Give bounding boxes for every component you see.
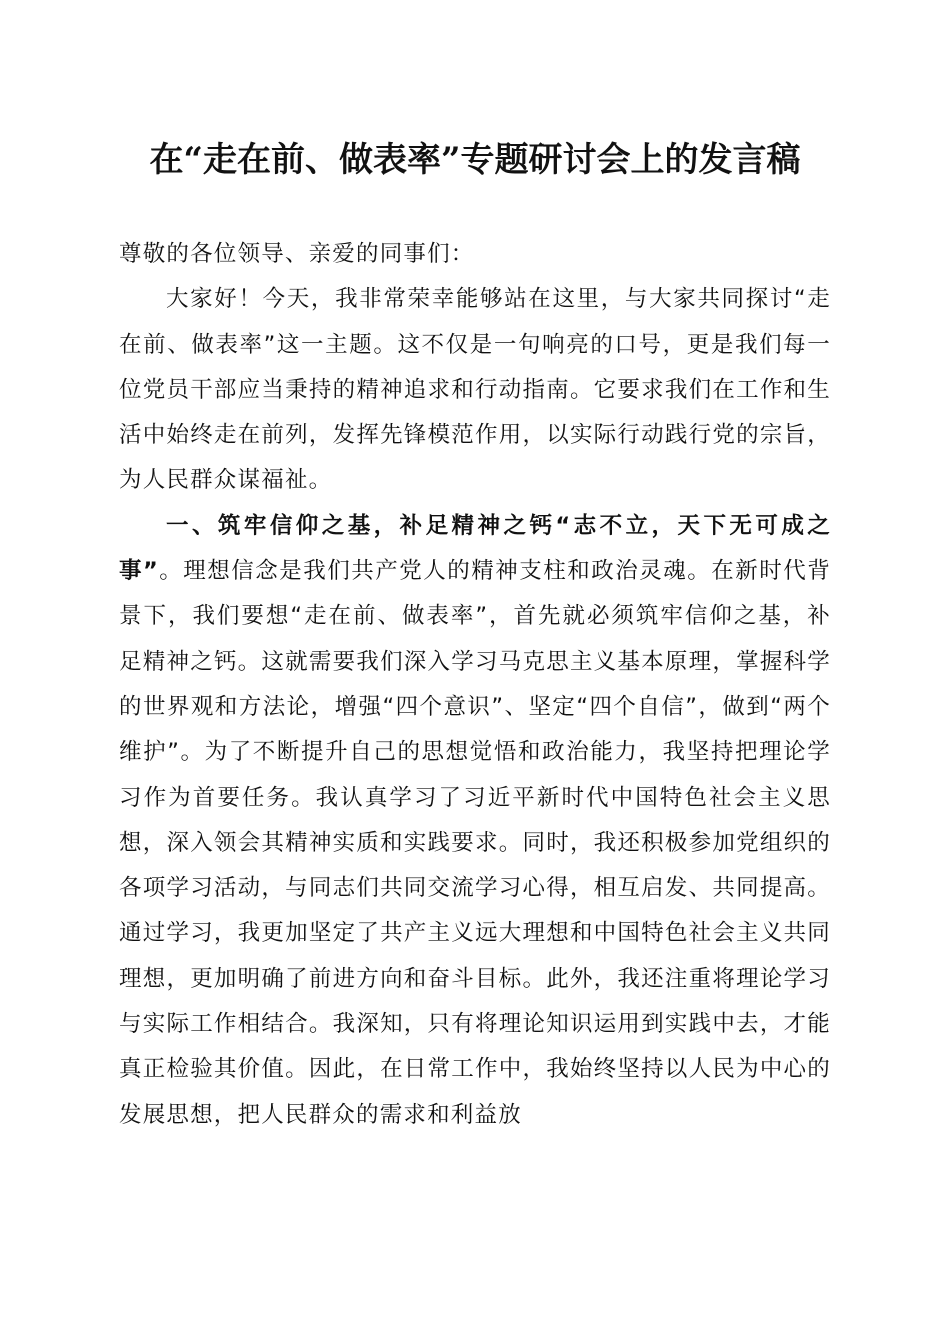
paragraph-section-1 bbox=[119, 504, 831, 1138]
section-1-body: 。理想信念是我们共产党人的精神支柱和政治灵魂。在新时代背景下，我们要想“走在前、做表率”，首先就必须筑牢信仰之基，补足精神之钙。这就需要我们深入学习马克思主义基本原理，掌握科学的世界观和方法论，增强“四个意识”、坚定“四个自信”，做到“两个维护”。为了不断提升自己的思想觉悟和政治能力，我坚持把理论学习作为首要任务。我认真学习了习近平新时代中国特色社会主义思想，深入领会其精神实质和实践要求。同时，我还积极参加党组织的各项学习活动，与同志们共同交流学习心得，相互启发、共同提高。通过学习，我更加坚定了共产主义远大理想和中国特色社会主义共同理想，更加明确了前进方向和奋斗目标。此外，我还注重将理论学习与实际工作相结合。我深知，只有将理论知识运用到实践中去，才能真正检验其价值。因此，在日常工作中，我始终坚持以人民为中心的发展思想，把人民群众的需求和利益放 bbox=[119, 558, 831, 1128]
paragraph-intro: 大家好！今天，我非常荣幸能够站在这里，与大家共同探讨“走在前、做表率”这一主题。这不仅是一句响亮的口号，更是我们每一位党员干部应当秉持的精神追求和行动指南。它要求我们在工作和生活中始终走在前列，发挥先锋模范作用，以实际行动践行党的宗旨，为人民群众谋福祉。 bbox=[119, 286, 831, 494]
section-1-heading: 一、筑牢信仰之基，补足精神之钙“志不立，天下无可成之事” bbox=[119, 512, 831, 585]
document-title: 在“走在前、做表率”专题研讨会上的发言稿 bbox=[149, 140, 801, 180]
salutation: 尊敬的各位领导、亲爱的同事们： bbox=[119, 241, 475, 267]
document-body bbox=[119, 232, 831, 1138]
